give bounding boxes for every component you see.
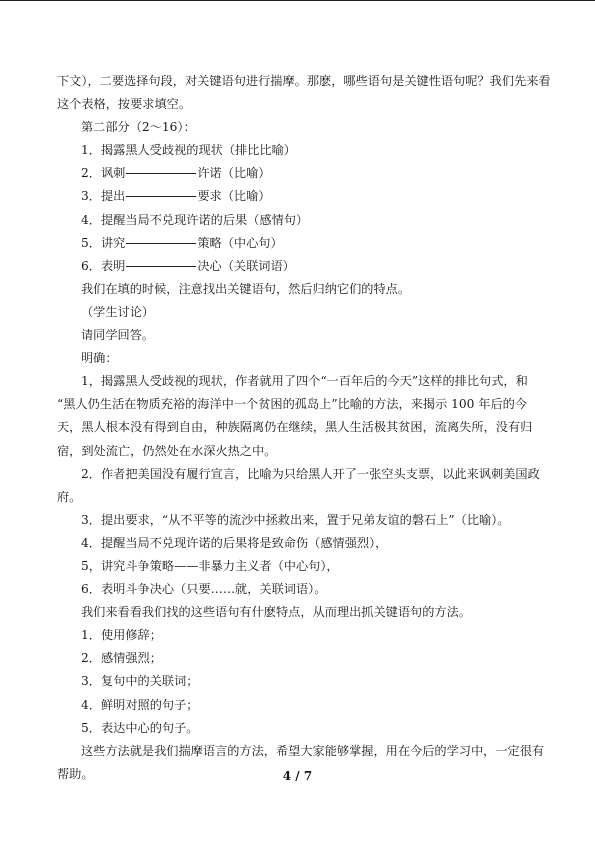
paragraph-line: 1，揭露黑人受歧视的现状，作者就用了四个“一百年后的今天”这样的排比句式，和 — [81, 374, 528, 389]
blank-line — [126, 266, 196, 267]
list-item: 1．揭露黑人受歧视的现状（排比比喻） — [81, 143, 296, 158]
fill-blank-prefix: 5．讲究 — [81, 235, 126, 250]
paragraph-line: 3．提出要求，“从不平等的流沙中拯救出来，置于兄弟友谊的磐石上”（比喻）。 — [81, 512, 510, 527]
paragraph-line: 府。 — [57, 489, 82, 504]
paragraph-line: （学生讨论） — [81, 304, 155, 319]
paragraph-line: 4．提醒当局不兑现许诺的后果将是致命伤（感情强烈）， — [81, 535, 388, 550]
fill-blank-suffix: 许诺（比喻） — [197, 166, 271, 181]
list-item: 4．鲜明对照的句子； — [81, 697, 199, 712]
fill-blank-item — [57, 185, 541, 208]
paragraph-line: 6．表明斗争决心（只要……就，关联词语）。 — [81, 582, 327, 597]
list-item: 2．感情强烈； — [81, 651, 162, 666]
list-item: 4．提醒当局不兑现许诺的后果（感情句） — [81, 212, 309, 227]
fill-blank-prefix: 2．讽刺 — [81, 166, 126, 181]
paragraph-line: 2．作者把美国没有履行宣言，比喻为只给黑人开了一张空头支票，以此来讽刺美国政 — [81, 466, 540, 481]
paragraph-line: “黑人仍生活在物质充裕的海洋中一个贫困的孤岛上”比喻的方法，来揭示 100 年后的今 — [57, 397, 528, 412]
paragraph-line: 我们来看看我们找的这些语句有什麽特点，从而理出抓关键语句的方法。 — [81, 605, 471, 620]
fill-blank-prefix: 3．提出 — [81, 189, 126, 204]
section-heading: 第二部分（2～16）： — [81, 120, 196, 135]
blank-line — [126, 243, 196, 244]
paragraph-line: 下文），二要选择句段，对关键语句进行揣摩。那麽，哪些语句是关键性语句呢？我们先来看 — [57, 74, 551, 88]
blank-line — [126, 173, 196, 174]
paragraph-line: 这个表格，按要求填空。 — [57, 97, 192, 112]
fill-blank-suffix: 决心（关联词语） — [197, 258, 295, 273]
paragraph-line: 明确： — [81, 351, 118, 366]
paragraph-line: 请同学回答。 — [81, 328, 155, 343]
fill-blank-item — [57, 162, 541, 185]
page-number: 4 / 7 — [282, 769, 313, 783]
list-item: 1．使用修辞； — [81, 628, 162, 643]
list-item: 3．复句中的关联词； — [81, 674, 199, 689]
blank-line — [126, 196, 196, 197]
fill-blank-suffix: 策略（中心句） — [197, 235, 283, 250]
paragraph-line: 天，黑人根本没有得到自由，种族隔离仍在继续，黑人生活极其贫困，流离失所，没有归 — [57, 420, 533, 435]
document-body — [57, 70, 551, 786]
header-rule — [0, 0, 595, 1]
paragraph-line: 帮助。 — [57, 766, 94, 781]
paragraph-line: 我们在填的时候，注意找出关键语句，然后归纳它们的特点。 — [81, 281, 411, 296]
paragraph-line: 5，讲究斗争策略——非暴力主义者（中心句）， — [81, 558, 339, 573]
fill-blank-item — [57, 255, 541, 278]
fill-blank-suffix: 要求（比喻） — [197, 189, 271, 204]
paragraph-line: 这些方法就是我们揣摩语言的方法，希望大家能够掌握，用在今后的学习中，一定很有 — [81, 743, 545, 758]
fill-blank-prefix: 6．表明 — [81, 258, 126, 273]
paragraph-line: 宿，到处流亡，仍然处在水深火热之中。 — [57, 443, 277, 458]
list-item: 5．表达中心的句子。 — [81, 720, 199, 735]
fill-blank-item — [57, 232, 541, 255]
